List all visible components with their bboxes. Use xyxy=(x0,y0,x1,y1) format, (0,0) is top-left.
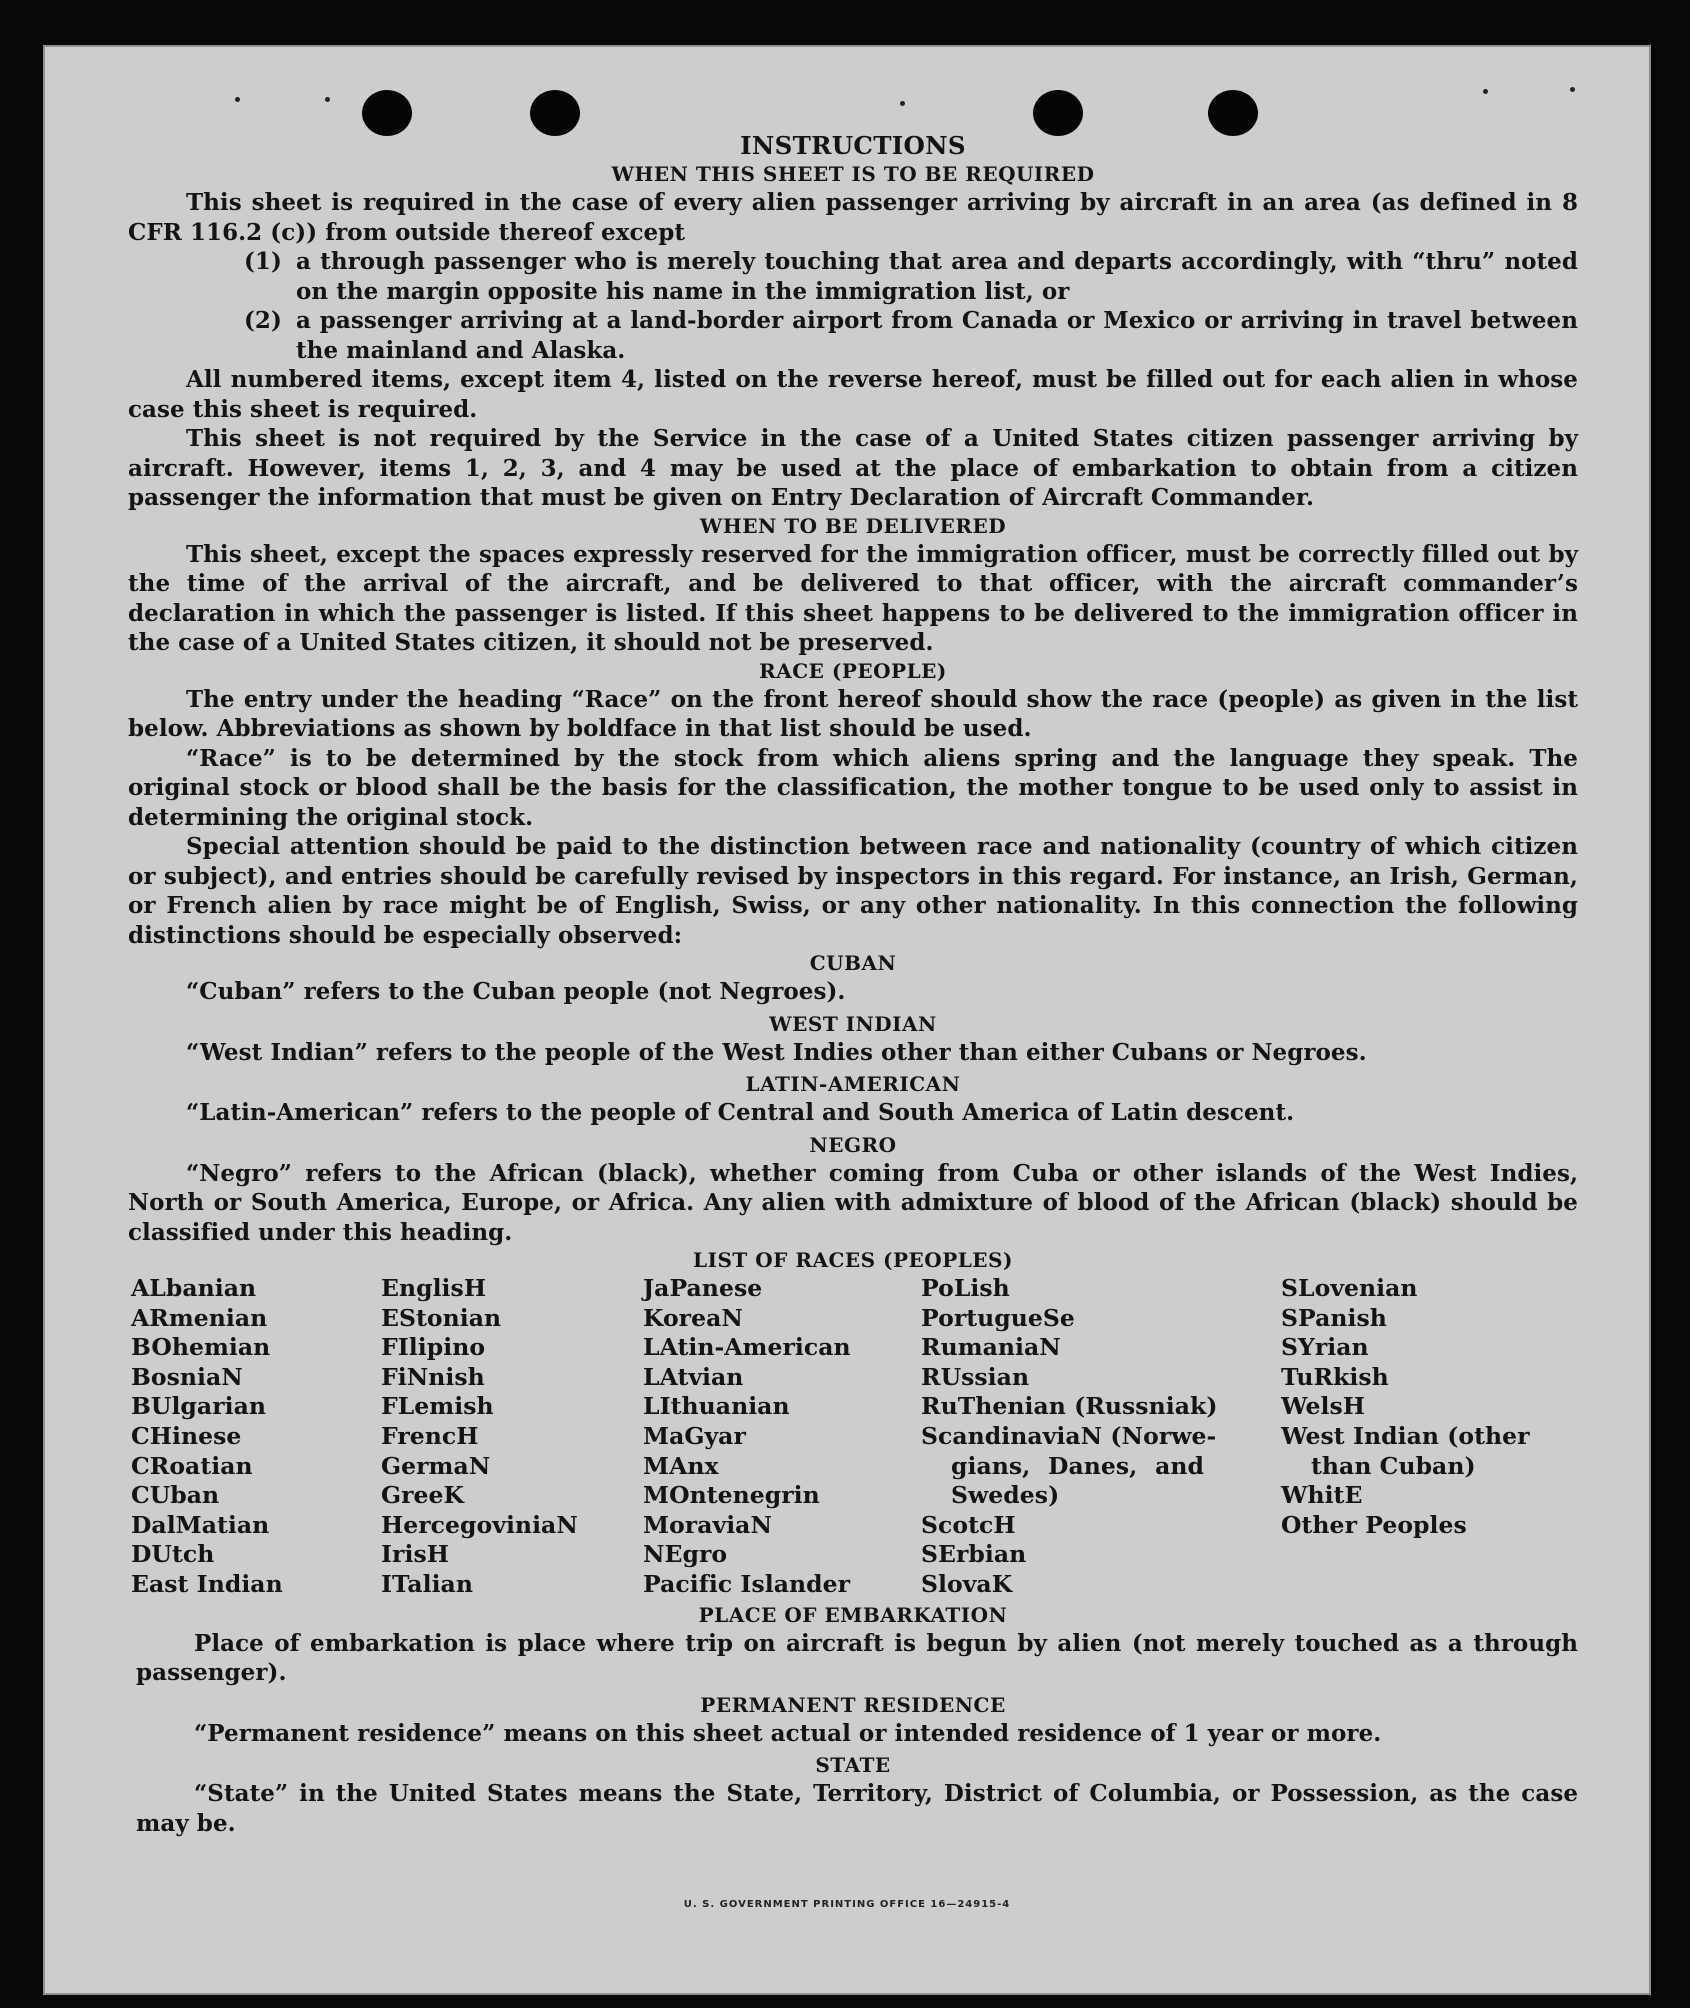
ink-speck xyxy=(235,97,240,102)
ink-speck xyxy=(325,97,330,102)
paragraph: This sheet, except the spaces expressly reserved for the immigration officer, must be correctly filled out by the time of the arrival of the aircraft, and be delivered to that officer, with the aircraft commander’s declaration in which the passenger is listed. If this sheet happens to be delivered to the immigration officer in the case of a United States citizen, it should not be preserved. xyxy=(128,540,1578,656)
paragraph: “Cuban” refers to the Cuban people (not Negroes). xyxy=(186,978,846,1005)
paragraph: This sheet is not required by the Service in the case of a United States citizen passenger arriving by aircraft. However, items 1, 2, 3, and 4 may be used at the place of embarkation to obtain from a citizen passenger the information that must be given on Entry Declaration of Aircraft Commander. xyxy=(128,425,1578,511)
race-entry: ARmenian xyxy=(131,1303,268,1332)
race-entry: ScotcH xyxy=(921,1510,1016,1539)
document-sheet xyxy=(43,45,1651,1995)
exceptions-list xyxy=(128,247,1578,365)
race-entry: WhitE xyxy=(1281,1481,1363,1510)
race-entry: MAnx xyxy=(643,1451,719,1480)
race-entry: CUban xyxy=(131,1481,220,1510)
item-number: (2) xyxy=(244,307,282,334)
race-entry-continued: than Cuban) xyxy=(1311,1451,1476,1480)
race-entry: WelsH xyxy=(1281,1392,1366,1421)
races-column-1 xyxy=(128,1274,381,1600)
race-entry: ITalian xyxy=(381,1569,473,1598)
ink-speck xyxy=(1483,89,1488,94)
race-entry: EnglisH xyxy=(381,1274,487,1302)
race-entry: LAtin-American xyxy=(643,1333,851,1362)
race-entry-continued: Swedes) xyxy=(951,1481,1060,1510)
ink-speck xyxy=(900,101,905,106)
heading-when-delivered: WHEN TO BE DELIVERED xyxy=(699,513,1007,538)
race-entry: MoraviaN xyxy=(643,1510,772,1539)
race-entry: Other Peoples xyxy=(1281,1510,1467,1539)
paragraph: “Permanent residence” means on this sheet actual or intended residence of 1 year or more. xyxy=(194,1719,1382,1747)
paragraph: “Latin-American” refers to the people of Central and South America of Latin descent. xyxy=(186,1099,1295,1126)
races-column-4 xyxy=(921,1274,1281,1600)
race-entry: ALbanian xyxy=(131,1274,257,1302)
heading-negro: NEGRO xyxy=(809,1132,897,1157)
paragraph: “Race” is to be determined by the stock from which aliens spring and the language they speak. The original stock or blood shall be the basis for the classification, the mother tongue to be used only to assist in determining the original stock. xyxy=(128,744,1578,831)
paragraph: Place of embarkation is place where trip on aircraft is begun by alien (not merely touched as a through passenger). xyxy=(136,1629,1578,1687)
heading-west-indian: WEST INDIAN xyxy=(769,1011,937,1036)
race-entry: FIlipino xyxy=(381,1333,486,1362)
race-entry: SYrian xyxy=(1281,1333,1369,1362)
races-table xyxy=(128,1274,1578,1600)
race-entry: HercegoviniaN xyxy=(381,1510,578,1539)
paragraph: “State” in the United States means the State, Territory, District of Columbia, or Possession, as the case may be. xyxy=(136,1780,1578,1837)
item-number: (1) xyxy=(244,248,282,275)
race-entry: DUtch xyxy=(131,1540,215,1569)
list-item xyxy=(128,247,1578,306)
race-entry: PortugueSe xyxy=(921,1303,1075,1332)
race-entry: East Indian xyxy=(131,1569,283,1598)
race-entry: SPanish xyxy=(1281,1303,1387,1332)
race-entry: NEgro xyxy=(643,1540,728,1569)
heading-cuban: CUBAN xyxy=(809,951,897,975)
ink-speck xyxy=(1570,87,1575,92)
paragraph: “West Indian” refers to the people of the West Indies other than either Cubans or Negroes. xyxy=(186,1038,1367,1066)
heading-list-of-races: LIST OF RACES (PEOPLES) xyxy=(693,1248,1013,1272)
race-entry: MOntenegrin xyxy=(643,1481,820,1510)
item-text: a through passenger who is merely touching that area and departs accordingly, with “thru” noted on the margin opposite his name in the immigration list, or xyxy=(296,248,1578,305)
race-entry: KoreaN xyxy=(643,1303,743,1332)
race-entry: RumaniaN xyxy=(921,1333,1061,1362)
race-entry: GermaN xyxy=(381,1451,491,1480)
race-entry: ScandinaviaN (Norwe- xyxy=(921,1421,1217,1450)
race-entry: GreeK xyxy=(381,1481,465,1510)
race-entry: JaPanese xyxy=(643,1274,763,1302)
race-entry: BUlgarian xyxy=(131,1392,267,1421)
race-entry: DalMatian xyxy=(131,1510,270,1539)
paragraph: All numbered items, except item 4, listed on the reverse hereof, must be filled out for each alien in whose case this sheet is required. xyxy=(128,366,1578,423)
heading-when-required: WHEN THIS SHEET IS TO BE REQUIRED xyxy=(611,162,1095,186)
race-entry: LIthuanian xyxy=(643,1392,790,1421)
instructions-body xyxy=(128,130,1578,1838)
race-entry: CHinese xyxy=(131,1421,242,1450)
races-column-2 xyxy=(381,1274,643,1600)
race-entry: RuThenian (Russniak) xyxy=(921,1392,1218,1421)
race-entry: TuRkish xyxy=(1281,1362,1389,1391)
race-entry: CRoatian xyxy=(131,1451,253,1480)
heading-permanent-residence: PERMANENT RESIDENCE xyxy=(700,1692,1006,1717)
race-entry-continued: gians, Danes, and xyxy=(951,1451,1204,1480)
item-text: a passenger arriving at a land-border airport from Canada or Mexico or arriving in travel between the mainland and Alaska. xyxy=(296,307,1578,364)
page-title: INSTRUCTIONS xyxy=(740,131,966,160)
race-entry: EStonian xyxy=(381,1303,502,1332)
race-entry: SLovenian xyxy=(1281,1274,1418,1302)
races-column-5 xyxy=(1281,1274,1539,1600)
race-entry: West Indian (other xyxy=(1281,1421,1530,1450)
heading-race: RACE (PEOPLE) xyxy=(759,658,947,683)
paragraph: Special attention should be paid to the distinction between race and nationality (country of which citizen or subject), and entries should be carefully revised by inspectors in this regard. For instance, an Irish, German, or French alien by race might be of English, Swiss, or any other nationality. In this connection the following distinctions should be especially observed: xyxy=(128,833,1578,949)
heading-latin-american: LATIN-AMERICAN xyxy=(745,1072,961,1096)
race-entry: LAtvian xyxy=(643,1362,744,1391)
race-entry: SlovaK xyxy=(921,1569,1013,1598)
races-column-3 xyxy=(643,1274,921,1600)
race-entry: PoLish xyxy=(921,1274,1010,1302)
race-entry: BOhemian xyxy=(131,1333,271,1362)
race-entry: IrisH xyxy=(381,1540,449,1569)
list-item xyxy=(128,306,1578,365)
printing-office-footer: U. S. GOVERNMENT PRINTING OFFICE 16—24915-4 xyxy=(683,1899,1011,1910)
race-entry: SErbian xyxy=(921,1540,1027,1569)
race-entry: MaGyar xyxy=(643,1421,746,1450)
race-entry: FiNnish xyxy=(381,1362,485,1391)
heading-state: STATE xyxy=(815,1753,891,1778)
heading-embarkation: PLACE OF EMBARKATION xyxy=(698,1602,1008,1627)
race-entry: FLemish xyxy=(381,1392,494,1421)
race-entry: RUssian xyxy=(921,1362,1030,1391)
race-entry: Pacific Islander xyxy=(643,1569,851,1598)
race-entry: FrencH xyxy=(381,1421,479,1450)
paragraph: “Negro” refers to the African (black), whether coming from Cuba or other islands of the West Indies, North or South America, Europe, or Africa. Any alien with admixture of blood of the African (black) should be classified under this heading. xyxy=(128,1159,1578,1246)
race-entry: BosniaN xyxy=(131,1362,243,1391)
paragraph: The entry under the heading “Race” on the front hereof should show the race (people) as given in the list below. Abbreviations as shown by boldface in that list should be used. xyxy=(128,685,1578,742)
paragraph: This sheet is required in the case of every alien passenger arriving by aircraft in an area (as defined in 8 CFR 116.2 (c)) from outside thereof except xyxy=(128,189,1578,246)
